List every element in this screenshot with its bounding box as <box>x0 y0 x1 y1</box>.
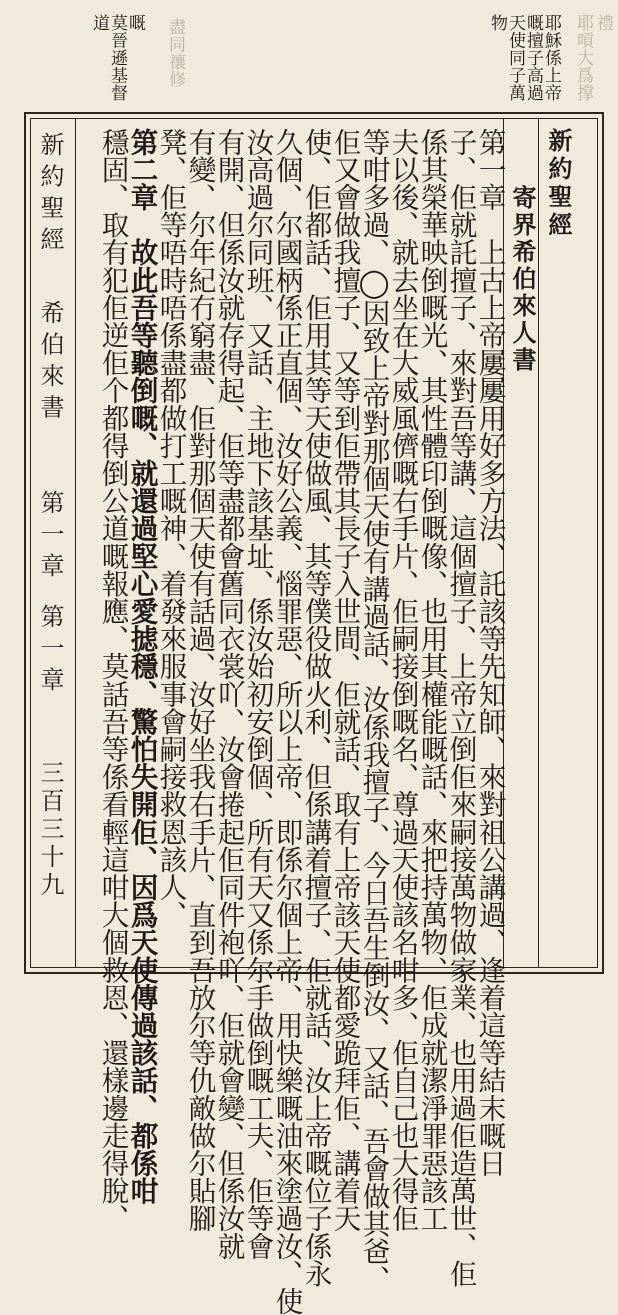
body-line: 係其榮華映倒嘅光、其性體印倒嘅像、也用其權能嘅話、來把持萬物、佢成就潔淨罪惡該工 <box>415 128 449 1232</box>
body-line: 佢又會做我擅子、又等到佢帶其長子入世間、佢就話、取有上帝該天使都愛跪拜佢、講着天 <box>328 128 362 1232</box>
body-line: 夫以後、就去坐在大威風儕嘅右手片、佢嗣接倒嘅名、尊過天使該名咁多、佢自己也大得佢 <box>386 128 420 1232</box>
body-line: 第一章 上古上帝屢屢用好多方法、託該等先知師、來對祖公講過、逢着這等結末嘅日 <box>473 128 507 1177</box>
header-side-note: 耶穌係上帝 <box>541 14 561 102</box>
header-side-note: 天使同子萬 <box>505 14 525 102</box>
header-side-note: 物 <box>487 14 507 32</box>
margin-chapter: 第一章 <box>36 490 64 585</box>
running-title: 新約聖經 <box>544 128 573 240</box>
book-title: 寄界希伯來人書 <box>508 185 537 374</box>
body-line: 有變、尔年紀冇窮盡、佢對那個天使有話過、汝好坐我右手片、直到吾放尔等仇敵做尔貼腳 <box>183 128 217 1232</box>
header-side-note: 嘅擅子高過 <box>523 14 543 102</box>
body-line: 汝高過尔同班、又話、主地下該基址、係汝始初安倒個、所有天又係尔手做倒嘅工夫、佢等會 <box>241 128 275 1260</box>
column-rule-left <box>75 118 76 968</box>
header-side-note: 嘅 <box>125 14 145 32</box>
header-faint-note: 禮 <box>593 14 613 32</box>
body-line: 久個、尔國柄係正直個、汝好公義、惱罪惡、所以上帝、即係尔個上帝、用快樂嘅油來塗過汝、使 <box>270 128 304 1315</box>
body-line: 等咁多過、◯因致上帝對那個天使有講過話、汝係我擅子、今日吾生倒汝、又話、吾會做其爸、 <box>357 128 391 1293</box>
header-faint-note: 耶嗊大爲撑 <box>573 14 593 102</box>
body-line: 子、佢就託擅子、來對吾等講、這個擅子、上帝立倒佢來嗣接萬物做家業、也用過佢造萬世、佢 <box>444 128 478 1288</box>
body-line: 凳、佢等唔時唔係盡都做打工嘅神、着發來服事會嗣接救恩該人、 <box>154 128 188 929</box>
body-line: 第二章 故此吾等聽倒嘅、就還過堅心愛摅穩、驚怕失開佢、因爲天使傳過該話、都係咁 <box>125 128 159 1205</box>
body-line: 有開、但係汝就存得起、佢等盡都會舊同衣裳吖、汝會捲起佢同件袍吖、佢就會變、但係汝就 <box>212 128 246 1260</box>
body-line: 使、佢都話、佢用其等天使做風、其等僕役做火利、但係講着擅子、佢就話、汝上帝嘅位子係永 <box>299 128 333 1288</box>
header-side-note: 莫晉遜基督 <box>107 14 127 102</box>
margin-book-name: 希伯來書 <box>36 300 64 426</box>
page-number: 三百三十九 <box>36 760 64 900</box>
column-rule-right <box>538 118 539 968</box>
body-line: 穩固、取有犯佢逆佢个都得倒公道嘅報應、莫話吾等係看輕這咁大個救恩、還樣邊走得脫、 <box>96 128 130 1232</box>
header-faint-note: 盡同禳修 <box>165 18 185 88</box>
margin-chapter: 第一章 <box>36 604 64 699</box>
header-side-note: 道 <box>89 14 109 32</box>
margin-title: 新約聖經 <box>36 132 64 258</box>
